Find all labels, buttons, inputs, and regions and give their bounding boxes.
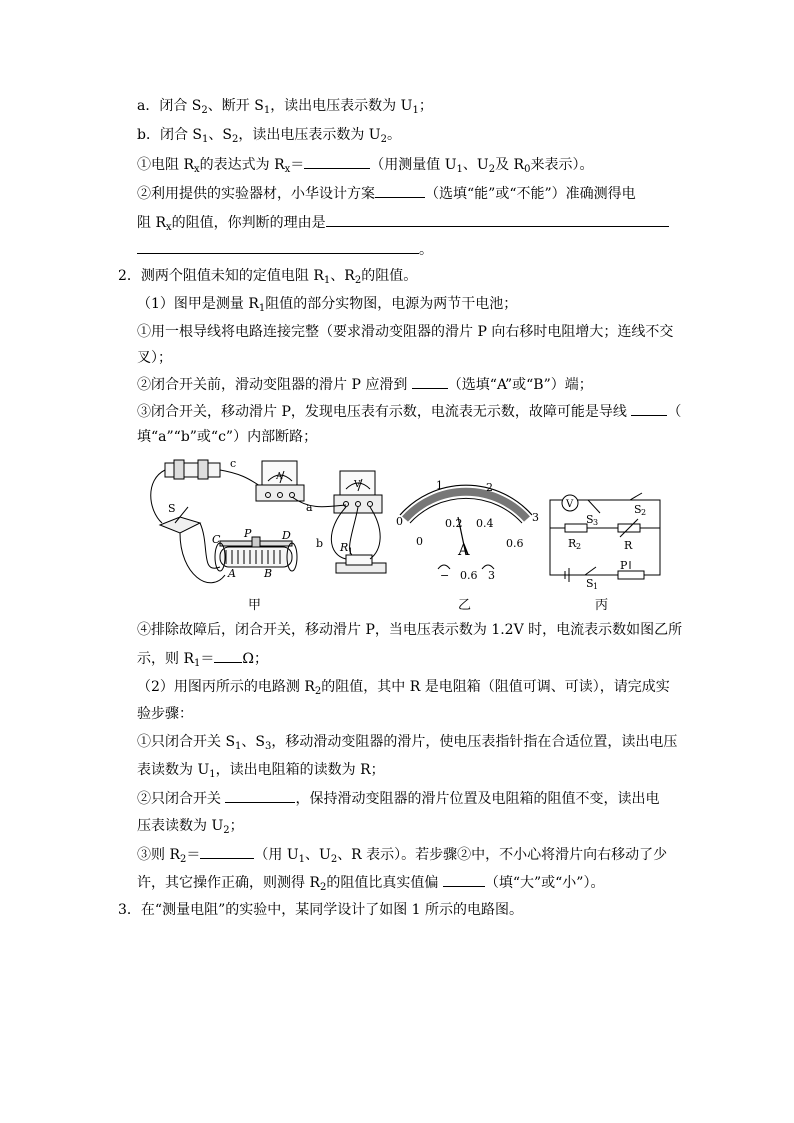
q2-title: 2．测两个阻值未知的定值电阻 $R_1$、$R_2$的阻值。	[118, 268, 418, 286]
q2-t1-line2: 表读数为 $U_1$，读出电阻箱的读数为 R；	[137, 762, 385, 780]
answer-blank[interactable]	[631, 401, 667, 416]
scale-outer-2: 2	[486, 481, 493, 494]
q2-step1-line2: 叉）；	[137, 350, 172, 366]
q2-step3-line1: ③闭合开关，移动滑片 P，发现电压表有示数，电流表无示数，故障可能是导线 （	[137, 401, 681, 422]
answer-blank[interactable]	[137, 239, 419, 254]
scale-outer-3: 3	[532, 511, 539, 524]
q1-step-b: b．闭合 $S_1$、$S_2$，读出电压表示数为 $U_2$。	[137, 127, 401, 145]
scale-inner-1: 0.2	[445, 517, 463, 530]
q2-step1-line1: ①用一根导线将电路连接完整（要求滑动变阻器的滑片 P 向右移时电阻增大；连线不交	[137, 324, 674, 340]
scale-inner-2: 0.4	[476, 517, 494, 530]
figure-svg	[140, 455, 670, 615]
q2-t3-line1: ③则 $R_2=$ （用 $U_1$、$U_2$、R 表示）。若步骤②中，不小心将滑片向右移动了少	[137, 844, 667, 865]
wire-b-label: b	[316, 537, 324, 550]
circuit-s1-label: S	[586, 577, 594, 590]
q2-step4-line2: 示，则 $R_1= \Omega$；	[137, 648, 268, 669]
answer-blank[interactable]	[214, 648, 242, 663]
answer-blank[interactable]	[225, 788, 295, 803]
rheostat-c-label: C	[212, 533, 221, 546]
caption-bing: 丙	[595, 598, 609, 613]
answer-blank[interactable]	[304, 154, 370, 169]
answer-blank[interactable]	[200, 844, 254, 859]
circuit-v-label: V	[566, 499, 574, 510]
rheostat-d-label: D	[282, 529, 291, 542]
answer-blank[interactable]	[326, 212, 669, 227]
wire-c-label: c	[230, 457, 237, 470]
q2-part1: （1）图甲是测量 $R_1$阻值的部分实物图，电源为两节干电池；	[137, 296, 518, 314]
wire-a-label: a	[306, 501, 313, 514]
answer-blank[interactable]	[375, 183, 425, 198]
circuit-s3-label: S	[586, 513, 594, 526]
q1-step-a: a．闭合 $S_2$、断开 $S_1$，读出电压表示数为 $U_1$；	[137, 98, 433, 116]
circuit-r2-sub: 2	[576, 542, 582, 551]
caption-jia: 甲	[248, 598, 262, 613]
circuit-p-label: P	[620, 559, 628, 572]
circuit-r-label: R	[624, 539, 633, 552]
q1-item2-line2: 阻 $R_x$的阻值，你判断的理由是	[137, 212, 669, 233]
circuit-s2-sub: 2	[641, 508, 647, 517]
meter-term-06: 0.6	[460, 569, 478, 582]
circuit-r2-label: R	[568, 537, 577, 550]
q2-step2: ②闭合开关前，滑动变阻器的滑片 P 应滑到 （选填“A”或“B”）端；	[137, 374, 593, 395]
switch-label: S	[168, 502, 176, 515]
experiment-figure	[140, 455, 670, 615]
caption-yi: 乙	[458, 598, 472, 613]
switch-icon	[160, 507, 200, 533]
scale-outer-1: 1	[436, 479, 443, 492]
q2-part2-line2: 验步骤：	[137, 706, 193, 722]
q2-step4-line1: ④排除故障后，闭合开关，移动滑片 P，当电压表示数为 1.2V 时，电流表示数如图乙所	[137, 622, 683, 638]
answer-blank[interactable]	[412, 374, 448, 389]
ammeter-a-label: A	[276, 472, 283, 482]
q2-t1-line1: ①只闭合开关 $S_1$、$S_3$，移动滑动变阻器的滑片，使电压表指针指在合适位置，读出电压	[137, 734, 678, 752]
circuit-s2-label: S	[634, 503, 642, 516]
q1-item2-line3: 。	[137, 239, 433, 260]
meter-center-label: A	[458, 540, 470, 559]
scale-inner-3: 0.6	[506, 537, 524, 550]
voltmeter-icon	[334, 471, 382, 513]
scale-outer-0: 0	[396, 515, 403, 528]
q2-t2-line2: 压表读数为 $U_2$；	[137, 818, 244, 836]
circuit-s3-sub: 3	[593, 518, 599, 527]
meter-term-3: 3	[488, 569, 495, 582]
q2-t2-line1: ②只闭合开关 ，保持滑动变阻器的滑片位置及电阻箱的阻值不变，读出电	[137, 788, 659, 809]
q2-t3-line2: 许，其它操作正确，则测得 $R_2$的阻值比真实值偏 （填“大”或“小”）。	[137, 872, 604, 893]
resistor-icon	[336, 555, 386, 573]
meter-term-minus: −	[440, 569, 450, 582]
circuit-s1-sub: 1	[593, 582, 599, 591]
q2-part2-line1: （2）用图丙所示的电路测 $R_2$的阻值，其中 R 是电阻箱（阻值可调、可读），请完成实	[137, 679, 670, 697]
resistor-r1-sub: 1	[348, 547, 354, 556]
rheostat-a-label: A	[228, 567, 236, 580]
q2-step3-line2: 填“a”“b”或“c”）内部断路；	[137, 429, 318, 445]
voltmeter-v-label: V	[354, 480, 361, 490]
rheostat-b-label: B	[264, 567, 273, 580]
rheostat-icon	[215, 537, 297, 571]
q3-title: 3．在“测量电阻”的实验中，某同学设计了如图 1 所示的电路图。	[118, 902, 524, 918]
q1-item2-line1: ②利用提供的实验器材，小华设计方案 （选填“能”或“不能”）准确测得电	[137, 183, 636, 204]
answer-blank[interactable]	[443, 872, 485, 887]
battery-icon	[165, 460, 220, 479]
scale-inner-0: 0	[416, 535, 423, 548]
q1-item1: ①电阻 $R_x$的表达式为 $R_x=$ （用测量值 $U_1$、$U_2$及 $R_0$来表示）。	[137, 154, 593, 175]
resistor-r1-label: R	[340, 541, 349, 554]
rheostat-p-label: P	[244, 527, 252, 540]
